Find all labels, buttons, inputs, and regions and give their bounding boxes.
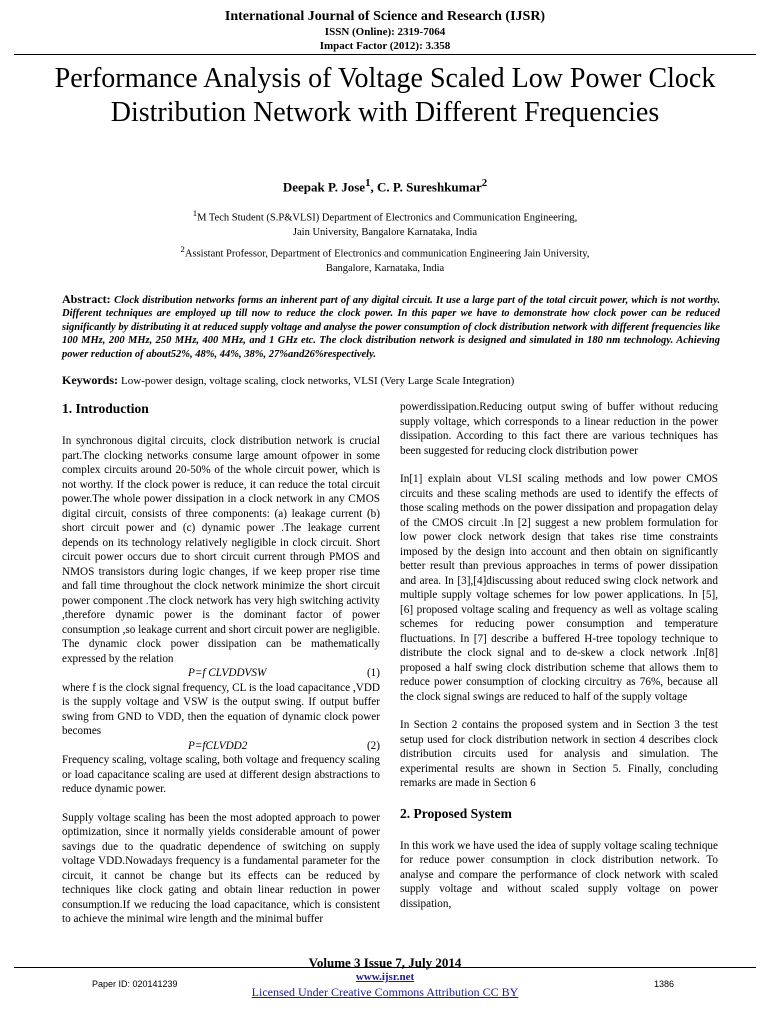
right-paragraph-4: In this work we have used the idea of supply voltage scaling technique for reduce power consumption in clock distribution network. To analyse and compare the performance of clock network with scaled supply voltage and without scaled supply voltage on power dissipation, [400,839,718,910]
affiliation-1-line-b: Jain University, Bangalore Karnataka, India [292,226,478,238]
footer-url-link[interactable]: www.ijsr.net [355,971,415,983]
equation-1-formula: P=f CLVDDVSW [188,667,267,679]
author-separator: , [370,179,377,195]
author-1: Deepak P. Jose [282,179,366,195]
author-2-sup: 2 [481,177,488,189]
affiliation-2-sup: 2 [180,244,185,254]
section-heading-introduction: 1. Introduction [62,401,149,416]
section-heading-proposed-system: 2. Proposed System [400,805,512,821]
left-column [62,400,380,941]
abstract-label: Abstract: [62,292,115,306]
keywords-label: Keywords: [62,373,121,387]
intro-paragraph-2: where f is the clock signal frequency, CL is the load capacitance ,VDD is the supply voltage and VSW is the output swing. If output buffer swing from GND to VDD, then the equation of dynamic clock power becomes [62,681,380,737]
right-paragraph-1: powerdissipation.Reducing output swing of buffer without reducing supply voltage, which corresponds to a linear reduction in the power dissipation. According to this fact there are various techniques has been suggested for reducing clock distribution power [400,401,718,457]
equation-1-number: (1) [366,667,380,679]
abstract-text: Clock distribution networks forms an inherent part of any digital circuit. It use a large part of the total circuit power, which is not worthy. Different techniques are employed up till now to reduce the clock power. In this paper we have to demonstrate how clock power can be reduced significantly by distributing it at reduced supply voltage and analyse the power consumption of clock distribution network with different frequencies like 100 MHz, 200 MHz, 250 MHz, 400 MHz, and 1 GHz etc. The clock distribution network is designed and simulated in 180 nm technology. Achieving power reduction of about52%, 48%, 44%, 38%, 27%and26%respectively. [62,295,720,360]
affiliation-2-line-b: Bangalore, Karnataka, India [325,262,445,274]
affiliation-1-sup: 1 [192,208,198,218]
journal-name: International Journal of Science and Research (IJSR) [224,9,546,24]
right-paragraph-2: In[1] explain about VLSI scaling methods and low power CMOS circuits and these scaling methods are used to identify the effects of those scaling methods on the power dissipation and propagation delay of the CMOS circuit .In [2] suggest a new problem formulation for low power clock network design that takes rise time constraints imposed by the design into account and then obtain on significantly better result than previous approaches in terms of power dissipation and area. In [3],[4]discussing about reduced swing clock network and multiple supply voltage schemes for low power applications. In [5], [6] proposed voltage scaling and frequency as well as voltage scaling schemes for reducing power consumption and temperature fluctuations. In [7] describe a buffered H-tree topology technique to distribute the clock signal and to de-skew a clock network .In[8] proposed a half swing clock distribution scheme that allows them to reduce power consumption of clocking circuitry as 76%, because all the clock signal swings are reduced to half of the supply voltage [400,473,718,703]
impact-factor: Impact Factor (2012): 3.358 [319,40,451,52]
right-paragraph-3: In Section 2 contains the proposed system and in Section 3 the test setup used for clock distribution network in section 4 describes clock distribution circuits used for analysis and simulation. The experimental results are shown in Section 5. Finally, concluding remarks are made in Section 6 [400,719,718,789]
keywords-text: Low-power design, voltage scaling, clock networks, VLSI (Very Large Scale Integration) [121,375,515,387]
affiliation-2-line-a: Assistant Professor, Department of Electronics and communication Engineering Jain University, [184,248,590,260]
equation-2-formula: P=fCLVDD2 [188,739,248,752]
footer-volume: Volume 3 Issue 7, July 2014 [308,955,462,970]
paper-title: Performance Analysis of Voltage Scaled Low Power Clock Distribution Network with Different Frequencies [54,63,716,128]
author-line [0,177,770,195]
keywords [62,373,722,388]
page-number: 1386 [654,979,675,989]
header-rule [14,54,756,55]
issn-line: ISSN (Online): 2319-7064 [324,26,446,38]
footer-rule [14,967,756,968]
affiliation-1-line-a: M Tech Student (S.P&VLSI) Department of Electronics and Communication Engineering, [197,212,578,224]
author-2: C. P. Sureshkumar [376,179,482,195]
right-column [400,400,718,925]
equation-2 [62,739,380,754]
equation-2-number: (2) [366,739,380,752]
footer-license-link[interactable]: Licensed Under Creative Commons Attribution CC BY [251,985,519,999]
affiliation-1 [0,206,770,240]
intro-paragraph-1: In synchronous digital circuits, clock distribution network is crucial part.The clocking networks consume large amount ofpower in some complex circuits around 20-50% of the whole circuit power, which is not worthy. If the clock power is reduce, it can reduce the total circuit power.The whole power dissipation in a clock network in any CMOS digital circuit, consists of three components: (a) leakage current (b) short circuit power and (c) dynamic power .The leakage current depends on its technology relatively negligible in clock circuit. Short circuit power occurs due to short circuit current through PMOS and NMOS transistors during logic changes, if we keep proper rise time and fall time throughout the clock network minimize the short circuit power component .The clock network has very high switching activity ,therefore dynamic power is the dominant factor of power consumption ,so leakage current and short circuit power are negligible. The dynamic clock power dissipation can be mathematically expressed by the relation [62,435,380,665]
author-1-sup: 1 [365,177,371,189]
intro-paragraph-3: Frequency scaling, voltage scaling, both voltage and frequency scaling or load capacitance scaling are used at different design abstractions to reduce dynamic power. [62,754,380,795]
intro-paragraph-4: Supply voltage scaling has been the most adopted approach to power optimization, since it normally yields considerable amount of power savings due to the quadratic dependence of switching on supply voltage VDD.Nowadays frequency is a fundamental parameter for the circuit, it cannot be change but its effects can be reduced by techniques like clock gating and obtain linear reduction in power consumption.If we reducing the load capacitance, which is consistent to achieve the minimal wire length and the minimal buffer [62,811,380,925]
affiliation-2 [0,242,770,276]
paper-id: Paper ID: 020141239 [92,979,178,989]
equation-1 [62,666,380,681]
abstract [62,293,720,361]
